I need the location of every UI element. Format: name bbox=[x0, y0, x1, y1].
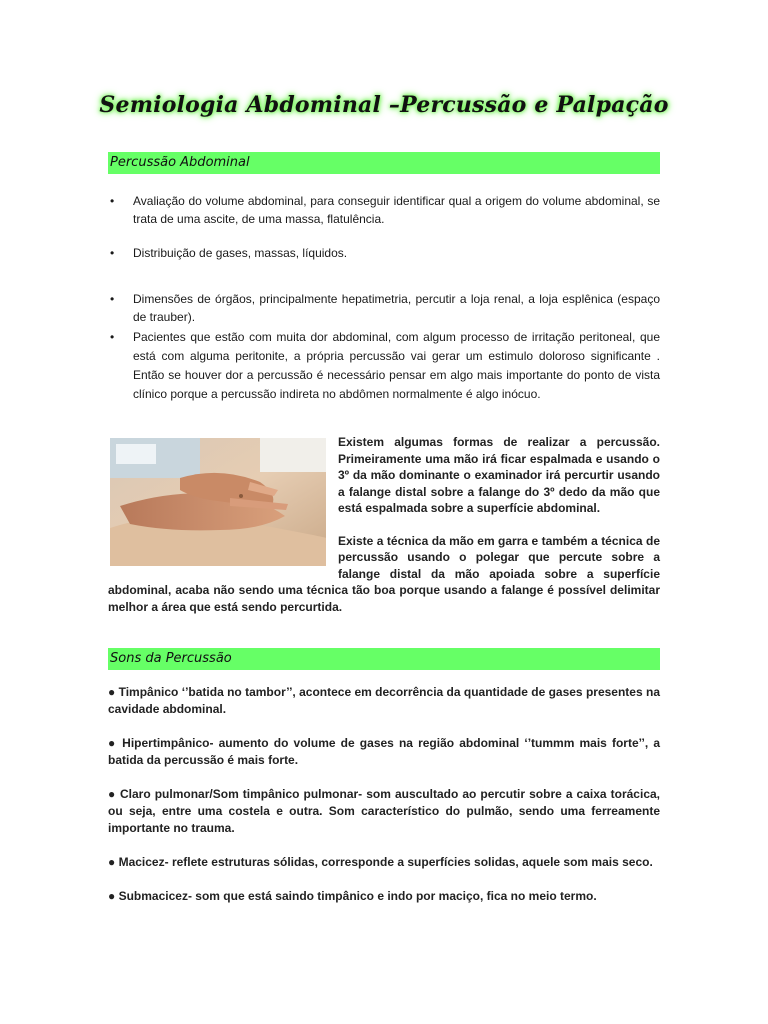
bullet-icon: • bbox=[110, 246, 115, 260]
abdominal-percussion-photo bbox=[110, 438, 326, 566]
list-item: • Distribuição de gases, massas, líquidos. bbox=[110, 246, 348, 260]
list-item: • Pacientes que estão com muita dor abdominal, com algum processo de irritação peritoneal, que está com alguma peritonite, a própria percussão vai gerar um estimulo doloroso significante . Então se houver dor a percussão é necessário pensar em algo mais importante do ponto de vista clínico porque a percussão indireta no abdômen normalmente é algo inócuo. bbox=[110, 330, 660, 401]
list-item: ● Submacicez- som que está saindo timpânico e indo por maciço, fica no meio termo. bbox=[108, 889, 597, 903]
list-item: ● Hipertimpânico- aumento do volume de gases na região abdominal ‘’tummm mais forte’’, a batida da percussão é mais forte. bbox=[108, 736, 660, 767]
bullet-icon: • bbox=[110, 292, 115, 306]
paragraph: Existe a técnica da mão em garra e também a técnica de percussão usando o polegar que percute sobre a falange distal da mão apoiada sobre a superfície abdominal, acaba não sendo uma técnica tão boa porque usando a falange é possível delimitar melhor a área que está sendo percurtida. bbox=[108, 533, 660, 614]
list-item: ● Claro pulmonar/Som timpânico pulmonar- som auscultado ao percutir sobre a caixa torácica, ou seja, entre uma costela e outra. Som característico do pulmão, sendo uma ferreamente importante no trauma. bbox=[108, 787, 660, 835]
percussion-bullet-list bbox=[108, 192, 660, 404]
sons-list bbox=[108, 684, 660, 922]
list-item: ● Macicez- reflete estruturas sólidas, corresponde a superfícies solidas, aquele som mais seco. bbox=[108, 855, 653, 869]
bullet-icon: • bbox=[110, 330, 115, 344]
section-heading-sons: Sons da Percussão bbox=[108, 648, 660, 670]
section-heading-percussao: Percussão Abdominal bbox=[108, 152, 660, 174]
list-item: ● Timpânico ‘’batida no tambor’’, acontece em decorrência da quantidade de gases presentes na cavidade abdominal. bbox=[108, 685, 660, 716]
list-item: • Dimensões de órgãos, principalmente hepatimetria, percutir a loja renal, a loja esplênica (espaço de trauber). bbox=[110, 292, 660, 324]
list-item: • Avaliação do volume abdominal, para conseguir identificar qual a origem do volume abdominal, se trata de uma ascite, de uma massa, flatulência. bbox=[110, 194, 660, 226]
bullet-icon: • bbox=[110, 194, 115, 208]
paragraph: Existem algumas formas de realizar a percussão. Primeiramente uma mão irá ficar espalmada e usando o 3º da mão dominante o examinador irá percurtir usando a falange distal sobre a falange do 3º dedo da mão que está espalmada sobre a superfície abdominal. bbox=[338, 435, 660, 515]
document-title: Semiologia Abdominal –Percussão e Palpação bbox=[99, 92, 669, 118]
